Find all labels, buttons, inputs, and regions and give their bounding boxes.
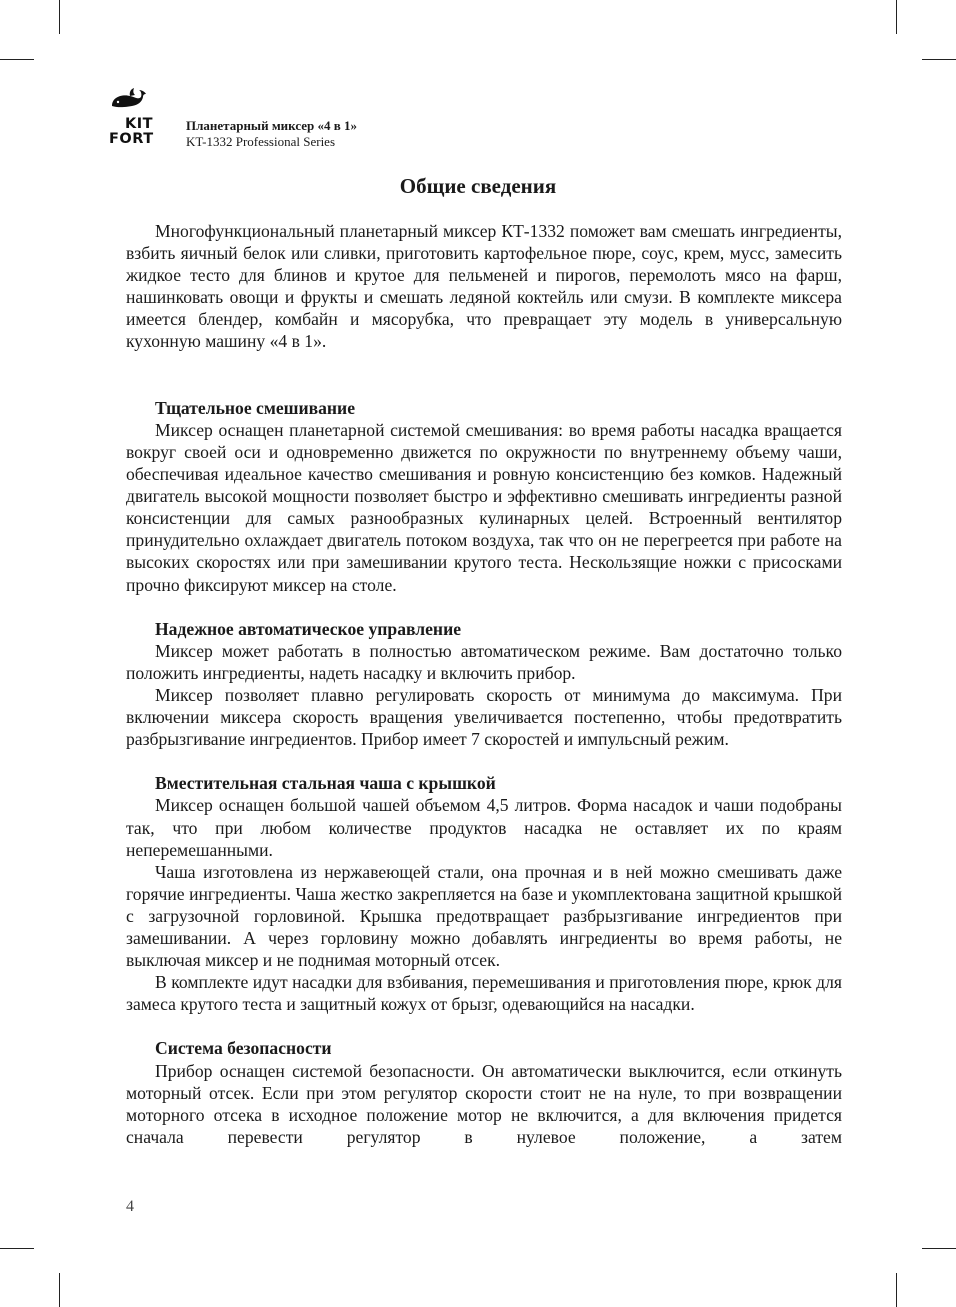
crop-mark-left-bottom xyxy=(0,1248,34,1249)
section-control-paragraph-2: Миксер позволяет плавно регулировать скорость от минимума до максимума. При включении миксера скорость вращения увеличивается постепенно, чтобы предотвратить разбрызгивание ингредиентов. Прибор имеет 7 скоростей и импульсный режим. xyxy=(126,684,842,750)
crop-mark-right-top xyxy=(922,59,956,60)
section-control-paragraph-1: Миксер может работать в полностью автоматическом режиме. Вам достаточно только положить ингредиенты, надеть насадку и включить прибор. xyxy=(126,640,842,683)
section-bowl-paragraph-2: Чаша изготовлена из нержавеющей стали, она прочная и в ней можно смешивать даже горячие ингредиенты. Чаша жестко закрепляется на базе и укомплектована защитной крышкой с загрузочной горловиной. Крышка предотвращает разбрызгивание ингредиентов при замешивании. А через горловину можно добавлять ингредиенты во время работы, не выключая миксер и не поднимая моторный отсек. xyxy=(126,861,842,971)
section-heading-mixing: Тщательное смешивание xyxy=(155,397,355,418)
logo-line-kit: KIT xyxy=(125,116,154,132)
brand-logo xyxy=(109,117,179,147)
section-heading-control: Надежное автоматическое управление xyxy=(155,618,462,639)
page-header xyxy=(108,88,508,150)
logo-line-fort: FORT xyxy=(109,131,154,147)
header-subtitle: KT-1332 Professional Series xyxy=(186,134,336,149)
intro-paragraph: Многофункциональный планетарный миксер КТ-1332 поможет вам смешать ингредиенты, взбить яичный белок или сливки, приготовить картофельное пюре, соус, крем, мусс, замесить жидкое тесто для блинов и крутое для пельменей и пирогов, перемолоть мясо на фарш, нашинковать овощи и фрукты и смешать ледяной коктейль или смузи. В комплекте миксера имеется блендер, комбайн и мясорубка, что превращает эту модель в универсальную кухонную машину «4 в 1». xyxy=(126,221,842,352)
crop-mark-top-right xyxy=(896,0,897,34)
header-title: Планетарный миксер «4 в 1» xyxy=(186,118,358,133)
crop-mark-right-bottom xyxy=(922,1248,956,1249)
section-heading-safety: Система безопасности xyxy=(155,1038,332,1059)
crop-mark-top-left xyxy=(59,0,60,34)
whale-icon xyxy=(108,88,148,112)
section-bowl-paragraph-1: Миксер оснащен большой чашей объемом 4,5 литров. Форма насадок и чаши подобраны так, что при любом количестве продуктов насадка не оставляет их по краям неперемешанными. xyxy=(126,795,842,860)
crop-mark-left-top xyxy=(0,59,34,60)
section-safety-paragraph: Прибор оснащен системой безопасности. Он автоматически выключится, если откинуть моторный отсек. Если при этом регулятор скорости стоит не на нуле, то при возвращении моторного отсека в исходное положение мотор не включится, а для включения придется сначала перевести регулятор в нулевое положение, а затем xyxy=(126,1060,842,1147)
page-number: 4 xyxy=(126,1198,134,1215)
section-heading-bowl: Вместительная стальная чаша с крышкой xyxy=(155,773,496,794)
section-mixing-paragraph: Миксер оснащен планетарной системой смешивания: во время работы насадка вращается вокруг своей оси и одновременно движется по окружности по внутреннему объему чаши, обеспечивая идеальное качество смешивания и ровную консистенцию без комков. Надежный двигатель высокой мощности позволяет быстро и эффективно смешивать ингредиенты разной консистенции для самых разнообразных кулинарных целей. Встроенный вентилятор принудительно охлаждает двигатель потоком воздуха, так что он не перегреется при работе на высоких скоростях или при замешивании крутого теста. Нескользящие ножки с присосками прочно фиксируют миксер на столе. xyxy=(126,419,842,595)
crop-mark-bottom-right xyxy=(896,1273,897,1307)
document-body xyxy=(126,220,842,1148)
section-bowl-paragraph-3: В комплекте идут насадки для взбивания, перемешивания и приготовления пюре, крюк для замеса крутого теста и защитный кожух от брызг, одевающийся на насадки. xyxy=(126,972,842,1015)
page-title: Общие сведения xyxy=(399,174,557,198)
crop-mark-bottom-left xyxy=(59,1273,60,1307)
